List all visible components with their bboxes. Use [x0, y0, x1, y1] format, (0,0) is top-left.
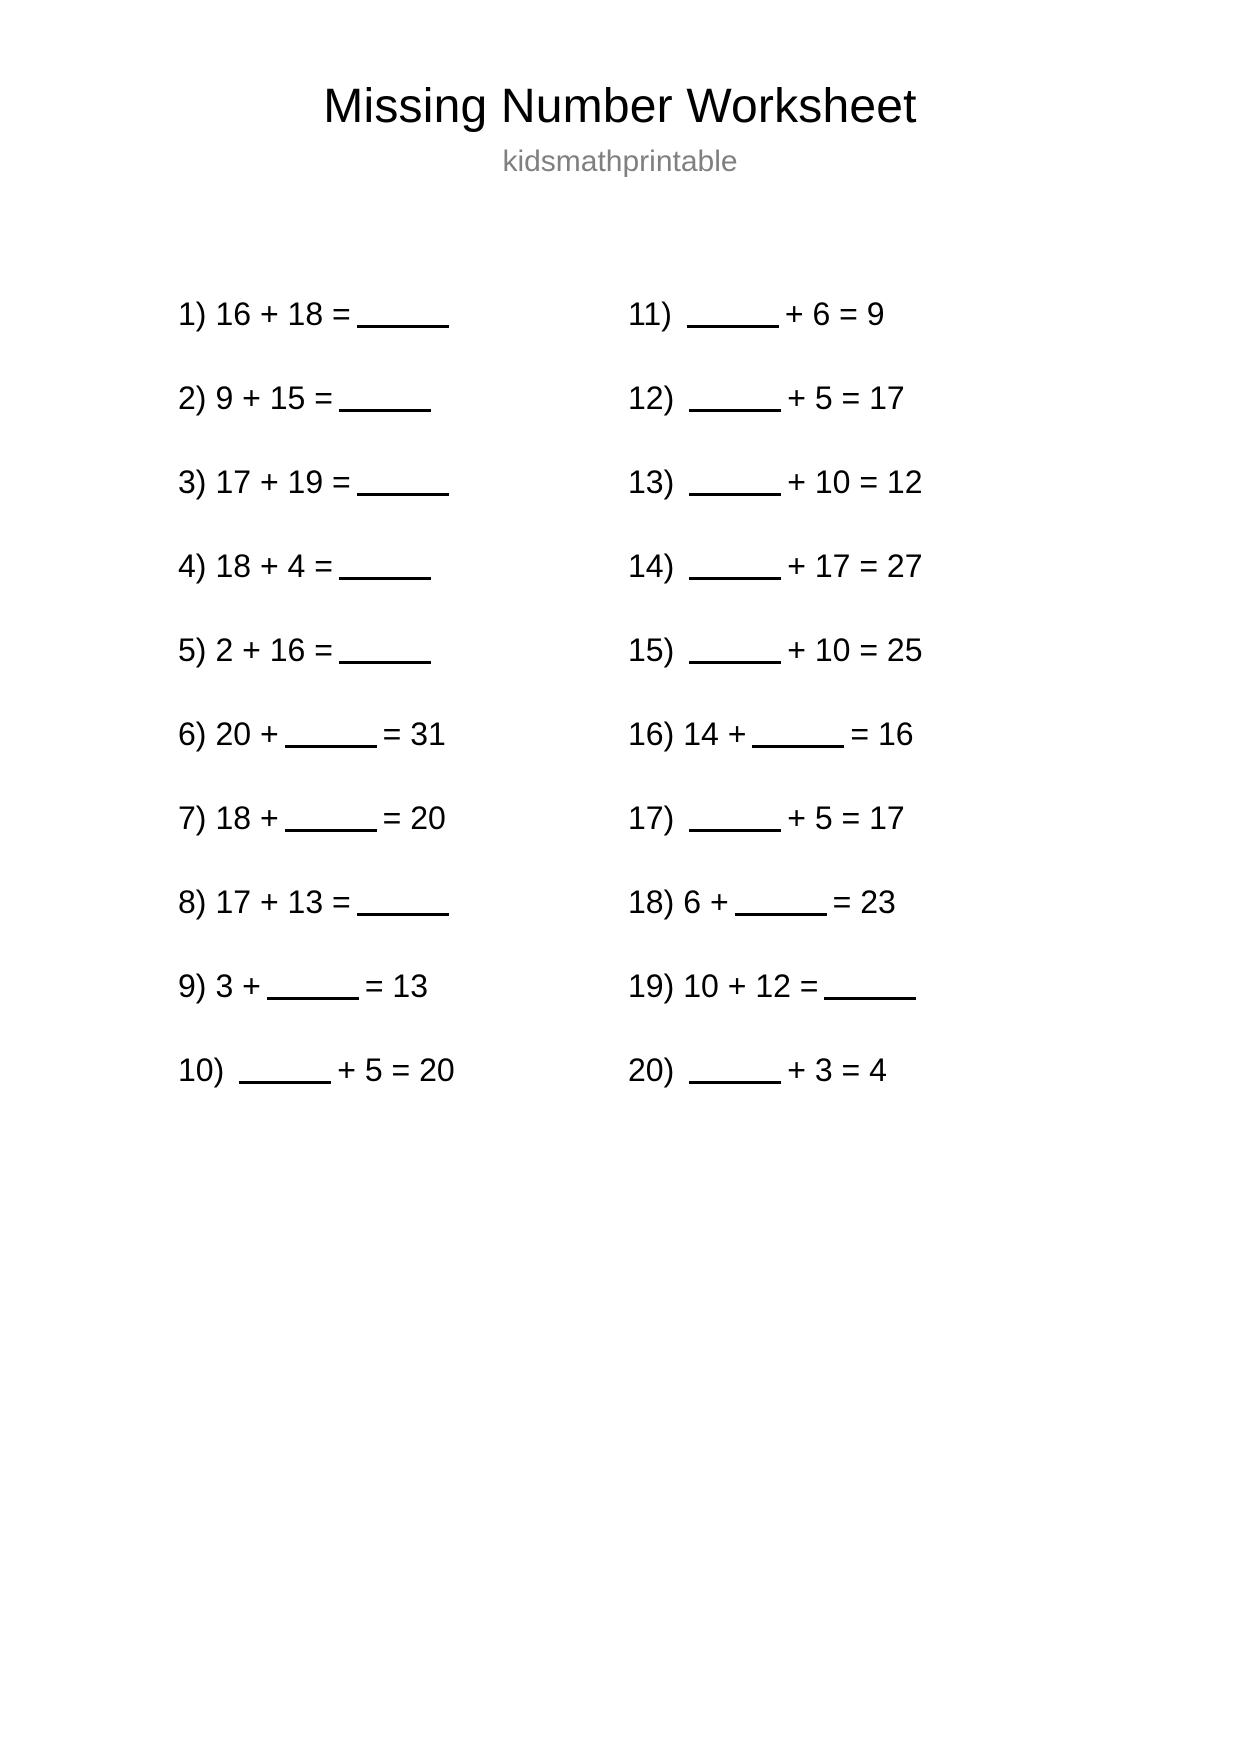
- expression-after-blank: = 31: [382, 715, 446, 752]
- expression-after-blank: + 5 = 17: [787, 799, 905, 836]
- expression-before-blank: 14 +: [683, 715, 747, 752]
- expression-after-blank: = 23: [832, 883, 896, 920]
- problem-row: [178, 860, 628, 944]
- right-column: [628, 272, 1088, 1112]
- expression-after-blank: + 6 = 9: [784, 295, 885, 332]
- problem-row: [628, 524, 1088, 608]
- answer-blank[interactable]: [285, 719, 377, 748]
- answer-blank[interactable]: [689, 383, 781, 412]
- problem-row: [628, 1028, 1088, 1112]
- problem-row: [628, 272, 1088, 356]
- problem-row: [628, 692, 1088, 776]
- problem-number: 9): [178, 967, 207, 1004]
- problem-number: 5): [178, 631, 207, 668]
- problems-area: [0, 272, 1240, 1112]
- problem-number: 4): [178, 547, 207, 584]
- problem-row: [178, 692, 628, 776]
- page-subtitle: kidsmathprintable: [502, 145, 738, 179]
- expression-after-blank: + 5 = 17: [787, 379, 905, 416]
- page-title: Missing Number Worksheet: [323, 80, 917, 133]
- answer-blank[interactable]: [357, 467, 449, 496]
- answer-blank[interactable]: [689, 551, 781, 580]
- problem-row: [178, 356, 628, 440]
- problem-number: 6): [178, 715, 207, 752]
- answer-blank[interactable]: [239, 1055, 331, 1084]
- expression-before-blank: 20 +: [215, 715, 279, 752]
- problem-row: [628, 860, 1088, 944]
- problem-number: 14): [628, 547, 675, 584]
- problem-row: [178, 776, 628, 860]
- answer-blank[interactable]: [339, 383, 431, 412]
- answer-blank[interactable]: [824, 971, 916, 1000]
- expression-after-blank: + 3 = 4: [787, 1051, 887, 1088]
- problem-row: [628, 944, 1088, 1028]
- problem-row: [628, 356, 1088, 440]
- problem-row: [178, 524, 628, 608]
- problem-number: 19): [628, 967, 675, 1004]
- expression-before-blank: 17 + 13 =: [215, 883, 351, 920]
- problem-number: 8): [178, 883, 207, 920]
- expression-after-blank: = 16: [850, 715, 914, 752]
- problem-row: [178, 608, 628, 692]
- problem-number: 20): [628, 1051, 675, 1088]
- expression-before-blank: 9 + 15 =: [215, 379, 333, 416]
- problem-row: [178, 272, 628, 356]
- answer-blank[interactable]: [735, 887, 827, 916]
- problem-number: 12): [628, 379, 675, 416]
- expression-after-blank: = 13: [364, 967, 428, 1004]
- problem-number: 10): [178, 1051, 225, 1088]
- problem-number: 17): [628, 799, 675, 836]
- problem-number: 1): [178, 295, 207, 332]
- answer-blank[interactable]: [689, 803, 781, 832]
- problem-row: [628, 440, 1088, 524]
- answer-blank[interactable]: [689, 467, 781, 496]
- problem-number: 2): [178, 379, 207, 416]
- answer-blank[interactable]: [339, 635, 431, 664]
- answer-blank[interactable]: [687, 299, 779, 328]
- expression-after-blank: + 10 = 25: [787, 631, 923, 668]
- left-column: [178, 272, 628, 1112]
- answer-blank[interactable]: [267, 971, 359, 1000]
- expression-after-blank: + 5 = 20: [337, 1051, 455, 1088]
- answer-blank[interactable]: [357, 887, 449, 916]
- answer-blank[interactable]: [339, 551, 431, 580]
- problem-row: [178, 944, 628, 1028]
- answer-blank[interactable]: [752, 719, 844, 748]
- problem-number: 7): [178, 799, 207, 836]
- expression-before-blank: 17 + 19 =: [215, 463, 351, 500]
- answer-blank[interactable]: [689, 1055, 781, 1084]
- expression-before-blank: 10 + 12 =: [683, 967, 819, 1004]
- problem-row: [178, 440, 628, 524]
- problem-number: 16): [628, 715, 675, 752]
- problem-number: 18): [628, 883, 675, 920]
- worksheet-header: [0, 0, 1240, 178]
- expression-after-blank: = 20: [382, 799, 446, 836]
- expression-before-blank: 18 + 4 =: [215, 547, 333, 584]
- problem-number: 3): [178, 463, 207, 500]
- expression-before-blank: 6 +: [683, 883, 729, 920]
- problem-row: [628, 608, 1088, 692]
- expression-after-blank: + 17 = 27: [787, 547, 923, 584]
- answer-blank[interactable]: [285, 803, 377, 832]
- expression-before-blank: 3 +: [215, 967, 261, 1004]
- expression-before-blank: 2 + 16 =: [215, 631, 333, 668]
- expression-before-blank: 18 +: [215, 799, 279, 836]
- problem-number: 11): [628, 295, 672, 332]
- expression-after-blank: + 10 = 12: [787, 463, 923, 500]
- problem-row: [178, 1028, 628, 1112]
- answer-blank[interactable]: [357, 299, 449, 328]
- problem-number: 15): [628, 631, 675, 668]
- answer-blank[interactable]: [689, 635, 781, 664]
- problem-number: 13): [628, 463, 675, 500]
- expression-before-blank: 16 + 18 =: [215, 295, 351, 332]
- problem-row: [628, 776, 1088, 860]
